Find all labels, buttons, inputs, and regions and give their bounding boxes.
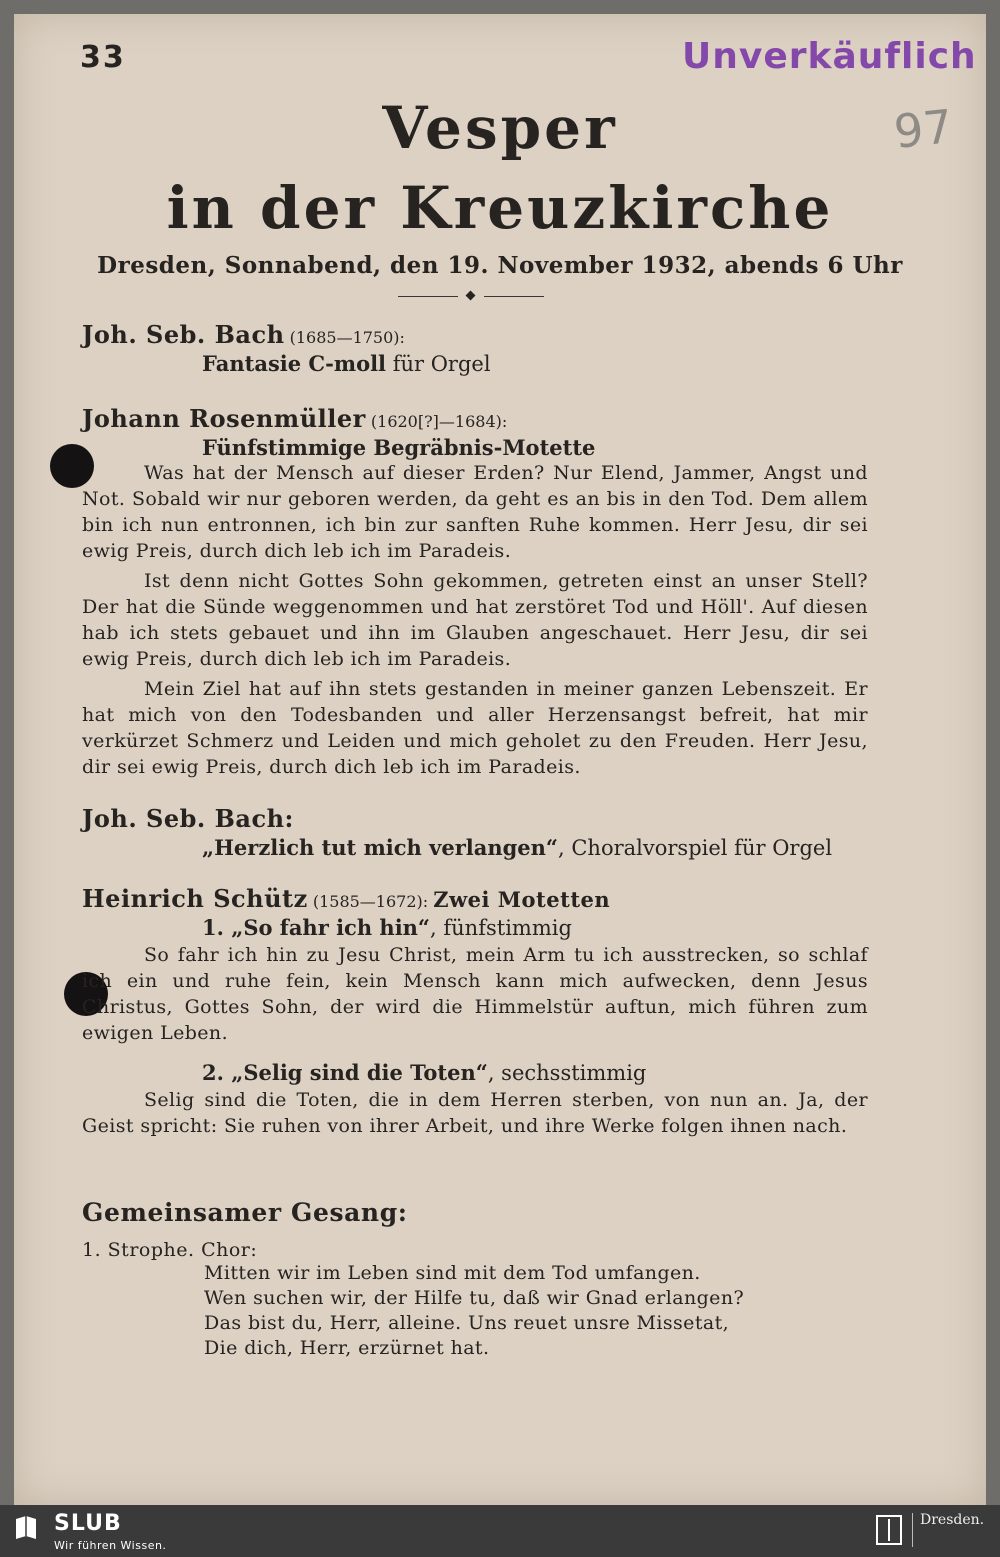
event-date-line: Dresden, Sonnabend, den 19. November 1932, abends 6 Uhr bbox=[97, 252, 903, 279]
section-heading: Gemeinsamer Gesang: bbox=[82, 1198, 408, 1227]
lyric-line: Mitten wir im Leben sind mit dem Tod umfangen. bbox=[204, 1262, 701, 1284]
footer-divider bbox=[912, 1513, 913, 1547]
dresden-crest-icon bbox=[876, 1515, 902, 1545]
program-item-rosenmueller bbox=[82, 404, 868, 780]
program-item-bach-fantasie bbox=[82, 320, 868, 376]
lyric-line: Die dich, Herr, erzürnet hat. bbox=[204, 1337, 490, 1359]
motet-1-text: So fahr ich hin zu Jesu Christ, mein Arm tu ich ausstrecken, so schlaf ich ein und ruhe fein, kein Mensch kann mich aufwecken, denn Jesus Christus, Gottes Sohn, der wird die Himmelstür auftun, mich führen zum ewigen Leben. bbox=[82, 944, 868, 1044]
composer-dates: (1685—1750): bbox=[289, 328, 405, 347]
composer-dates: (1620[?]—1684): bbox=[370, 412, 508, 431]
verse-text: Was hat der Mensch auf dieser Erden? Nur Elend, Jammer, Angst und Not. Sobald wir nur geboren werden, da geht es an bis in den Tod. Dem allem bin ich nun entronnen, ich bin zur sanften Ruhe kommen. Herr Jesu, dir sei ewig Preis, durch dich leb ich im Paradeis. bbox=[82, 462, 868, 562]
library-claim: Wir führen Wissen. bbox=[54, 1539, 167, 1552]
composer-name: Heinrich Schütz bbox=[82, 884, 308, 913]
lyric-line: Das bist du, Herr, alleine. Uns reuet unsre Missetat, bbox=[204, 1312, 730, 1334]
title-line-2: in der Kreuzkirche bbox=[166, 174, 834, 242]
stamp-unverkaeuflich: Unverkäuflich bbox=[682, 36, 977, 77]
slub-logo-icon bbox=[14, 1515, 38, 1541]
strophe-label: 1. Strophe. Chor: bbox=[82, 1239, 258, 1261]
composer-name: Johann Rosenmüller bbox=[82, 404, 366, 433]
program-item-schuetz bbox=[82, 884, 868, 1139]
motet-1-title: 1. „So fahr ich hin“, fünfstimmig bbox=[202, 915, 572, 940]
work-title: Zwei Motetten bbox=[433, 887, 611, 912]
pencil-note: 97 bbox=[891, 99, 956, 159]
work-title: Fünfstimmige Begräbnis-Motette bbox=[202, 435, 596, 460]
program-item-bach-choralvorspiel bbox=[82, 804, 868, 860]
motet-2-text: Selig sind die Toten, die in dem Herren sterben, von nun an. Ja, der Geist spricht: Sie ruhen von ihrer Arbeit, und ihre Werke folgen ihnen nach. bbox=[82, 1089, 868, 1137]
work-title: „Herzlich tut mich verlangen“, Choralvorspiel für Orgel bbox=[202, 835, 833, 860]
page-number: 33 bbox=[80, 40, 126, 75]
composer-dates: (1585—1672): bbox=[312, 892, 429, 911]
lyrics bbox=[82, 1261, 868, 1361]
composer-name: Joh. Seb. Bach bbox=[82, 320, 285, 349]
title-line-1: Vesper bbox=[382, 94, 618, 162]
composer-name: Joh. Seb. Bach: bbox=[82, 804, 294, 833]
lyric-line: Wen suchen wir, der Hilfe tu, daß wir Gnad erlangen? bbox=[204, 1287, 745, 1309]
city-name: Dresden. bbox=[920, 1512, 985, 1528]
ornament-divider bbox=[398, 296, 544, 298]
verse-text: Mein Ziel hat auf ihn stets gestanden in meiner ganzen Lebenszeit. Er hat mich von den Todesbanden und aller Herzensangst befreit, hat mir verkürzet Schmerz und Leiden und mich geholet zu den Freuden. Herr Jesu, dir sei ewig Preis, durch dich leb ich im Paradeis. bbox=[82, 678, 868, 778]
verse-text: Ist denn nicht Gottes Sohn gekommen, getreten einst an unser Stell? Der hat die Sünde weggenommen und hat zerstöret Tod und Höll'. Auf diesen hab ich stets gebauet und ihn im Glauben angeschauet. Herr Jesu, dir sei ewig Preis, durch dich leb ich im Paradeis. bbox=[82, 570, 868, 670]
viewer-footer bbox=[0, 1505, 1000, 1557]
library-name: SLUB bbox=[54, 1511, 122, 1536]
motet-2-title: 2. „Selig sind die Toten“, sechsstimmig bbox=[202, 1060, 647, 1085]
document-page bbox=[14, 14, 986, 1505]
program-item-gesang bbox=[82, 1198, 868, 1361]
work-title: Fantasie C-moll für Orgel bbox=[202, 351, 491, 376]
